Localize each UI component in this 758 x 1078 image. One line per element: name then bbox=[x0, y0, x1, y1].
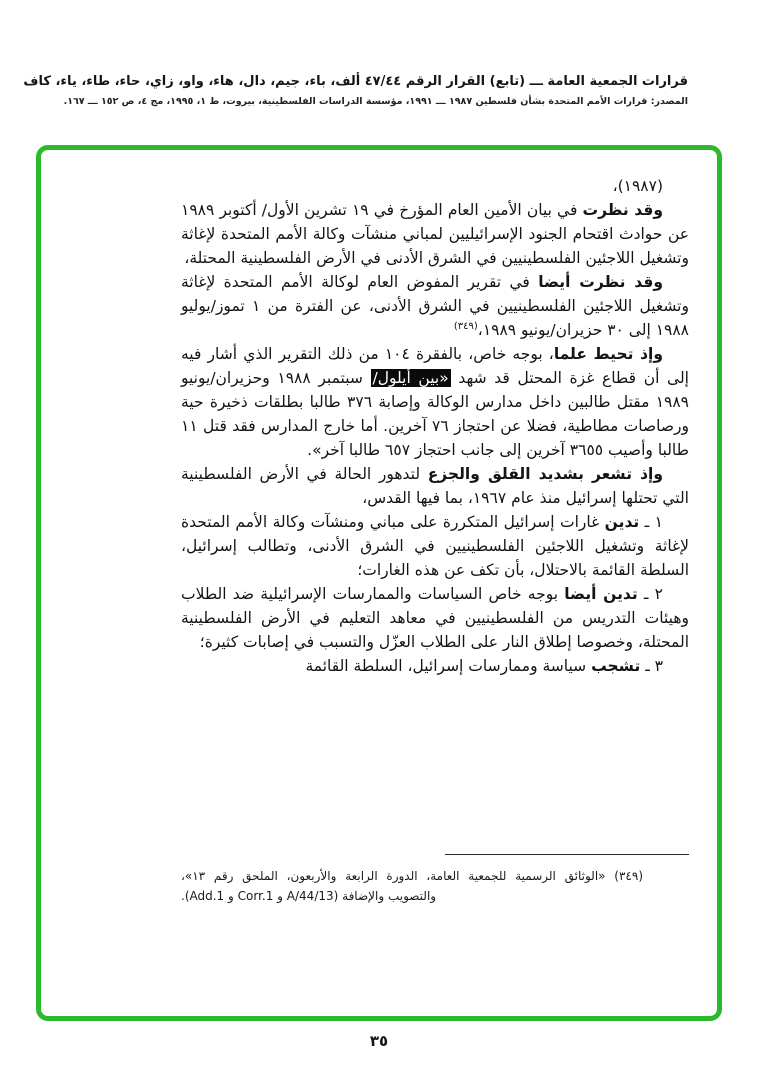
paragraph-text: ١ ـ bbox=[639, 513, 663, 532]
footnote-reference: (٣٤٩) bbox=[453, 320, 478, 332]
paragraph-text: غارات إسرائيل المتكررة على مباني ومنشآت وكالة الأمم المتحدة لإغاثة وتشغيل اللاجئين الفلسطينيين في الشرق الأدنى، وتطالب إسرائيل، السلطة القائمة بالاحتلال، بأن تكف عن هذه الغارات؛ bbox=[181, 513, 689, 580]
footnote-separator bbox=[445, 854, 689, 855]
paragraph-text: وإذ تحيط علما bbox=[553, 345, 663, 364]
paragraph-text: لتدهور الحالة في الأرض الفلسطينية التي تحتلها إسرائيل منذ عام ١٩٦٧، بما فيها القدس، bbox=[181, 465, 689, 508]
paragraph-text: سياسة وممارسات إسرائيل، السلطة القائمة bbox=[305, 657, 592, 676]
paragraph-text: وإذ تشعر بشديد القلق والجزع bbox=[427, 465, 664, 484]
paragraph-text: ٣ ـ bbox=[640, 657, 663, 676]
paragraph-text: ، بوجه خاص، بالفقرة ١٠٤ من ذلك التقرير الذي أشار فيه إلى أن قطاع غزة المحتل قد شهد bbox=[181, 345, 689, 388]
paragraph-text: وقد نظرت أيضا bbox=[538, 273, 663, 292]
paragraph-text: بوجه خاص السياسات والممارسات الإسرائيلية ضد الطلاب وهيئات التدريس من الفلسطينيين في معاهد التعليم في الأرض الفلسطينية المحتلة، وخصوصا إطلاق النار على الطلاب العزّل والتسبب في إصابات كثيرة؛ bbox=[181, 585, 689, 652]
paragraph-text: تدين bbox=[604, 513, 640, 532]
paragraph bbox=[181, 510, 689, 582]
source-line: المصدر: قرارات الأمم المتحدة بشأن فلسطين ١٩٨٧ ـــ ١٩٩١، مؤسسة الدراسات الفلسطينية، بيروت، ط ١، ١٩٩٥، مج ٤، ص ١٥٢ ـــ ١٦٧. bbox=[63, 96, 688, 107]
paragraph bbox=[181, 198, 689, 270]
highlighted-text: «بين أيلول/ bbox=[372, 369, 449, 388]
paragraph-text: سبتمبر ١٩٨٨ وحزيران/يونيو ١٩٨٩ مقتل طالبين داخل مدارس الوكالة وإصابة ٣٧٦ طالبا بطلقات ذخيرة حية ورصاصات مطاطية، فضلا عن احتجاز ٧٦ آخرين. أما خارج المدارس فقد قتل ١١ طالبا وأصيب ٣٦٥٥ آخرين إلى جانب احتجاز ٦٥٧ طالبا آخر». bbox=[181, 369, 689, 460]
paragraph bbox=[181, 270, 689, 342]
paragraph bbox=[181, 582, 689, 654]
page-number: ٣٥ bbox=[369, 1032, 389, 1050]
page-header bbox=[23, 74, 688, 107]
document-body bbox=[181, 174, 689, 678]
resolution-highlight-box bbox=[36, 145, 722, 1021]
paragraph bbox=[181, 174, 689, 198]
footnote-area bbox=[181, 854, 689, 907]
paragraph-text: تدين أيضا bbox=[564, 585, 638, 604]
paragraph bbox=[181, 654, 689, 678]
page-title: قرارات الجمعية العامة ـــ (تابع) القرار الرقم ٤٧/٤٤ ألف، باء، جيم، دال، هاء، واو، زاي، حاء، طاء، ياء، كاف bbox=[23, 74, 688, 89]
paragraph bbox=[181, 342, 689, 462]
paragraph-text: تشجب bbox=[591, 657, 641, 676]
paragraph-text: وقد نظرت bbox=[582, 201, 664, 220]
paragraph-text: ٢ ـ bbox=[637, 585, 663, 604]
paragraph-text: في تقرير المفوض العام لوكالة الأمم المتحدة لإغاثة وتشغيل اللاجئين الفلسطينيين في الشرق الأدنى، عن الفترة من ١ تموز/يوليو ١٩٨٨ إلى ٣٠ حزيران/يونيو ١٩٨٩، bbox=[181, 273, 689, 340]
paragraph-text: (١٩٨٧)، bbox=[612, 177, 663, 195]
paragraph-text: في بيان الأمين العام المؤرخ في ١٩ تشرين الأول/ أكتوبر ١٩٨٩ عن حوادث اقتحام الجنود الإسرائيليين لمباني منشآت وكالة الأمم المتحدة لإغاثة وتشغيل اللاجئين الفلسطينيين في الشرق الأدنى في الأرض الفلسطينية المحتلة، bbox=[181, 201, 689, 268]
footnote-text: (٣٤٩) «الوثائق الرسمية للجمعية العامة، الدورة الرابعة والأربعون، الملحق رقم ١٣»، والتصويب والإضافة (A/44/13 و Corr.1 و Add.1). bbox=[181, 869, 643, 903]
paragraph bbox=[181, 462, 689, 510]
